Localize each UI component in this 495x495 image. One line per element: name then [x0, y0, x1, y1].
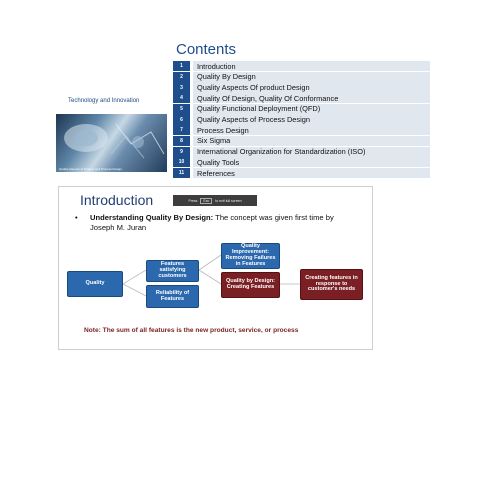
toc-number: 5 — [173, 104, 190, 114]
toc-item[interactable] — [173, 61, 430, 71]
toc-label: Quality Tools — [193, 157, 430, 167]
cover-graphic — [56, 114, 167, 172]
bullet-body-text: The concept was given first time by Joseph M. Juran — [90, 213, 334, 232]
connector-line — [199, 270, 221, 284]
toc-number: 11 — [173, 168, 190, 178]
creating-features-box: Creating features in response to customer's needs — [300, 269, 363, 300]
toc-label: Six Sigma — [193, 136, 430, 146]
banner-text-after: to exit full screen — [215, 198, 242, 203]
reliability-box: Reliability of Features — [146, 285, 199, 308]
toc-item[interactable] — [173, 168, 430, 178]
toc-label: References — [193, 168, 430, 178]
toc-item[interactable] — [173, 72, 430, 82]
cover-title: Technology and Innovation — [68, 98, 140, 104]
connector-line — [123, 270, 146, 284]
contents-slide — [56, 38, 430, 178]
toc-number: 9 — [173, 147, 190, 157]
cover-subtitle: Quality Aspects of Product and Process Design — [59, 167, 122, 171]
quality-improvement-box: Quality Improvement: Removing Failures in Features — [221, 243, 280, 269]
toc-label: Quality Of Design, Quality Of Conformance — [193, 93, 430, 103]
toc-number: 8 — [173, 136, 190, 146]
toc-item[interactable] — [173, 82, 430, 92]
introduction-slide — [58, 186, 373, 350]
toc-number: 4 — [173, 93, 190, 103]
bullet-icon: • — [75, 213, 78, 222]
esc-key: Esc — [200, 198, 212, 204]
quality-box: Quality — [67, 271, 123, 297]
connector-line — [123, 284, 146, 296]
toc-label: International Organization for Standardization (ISO) — [193, 147, 430, 157]
toc-item[interactable] — [173, 104, 430, 114]
toc-item[interactable] — [173, 114, 430, 124]
contents-title: Contents — [176, 41, 237, 58]
toc-item[interactable] — [173, 125, 430, 135]
note-text: Note: The sum of all features is the new product, service, or process — [84, 327, 299, 334]
quality-by-design-box: Quality by Design: Creating Features — [221, 272, 280, 298]
toc-label: Introduction — [193, 61, 430, 71]
toc-item[interactable] — [173, 136, 430, 146]
connector-line — [199, 255, 221, 270]
toc-item[interactable] — [173, 147, 430, 157]
toc-item[interactable] — [173, 157, 430, 167]
introduction-title: Introduction — [80, 192, 154, 208]
toc-label: Quality By Design — [193, 72, 430, 82]
toc-label: Quality Aspects of Process Design — [193, 114, 430, 124]
toc-number: 2 — [173, 72, 190, 82]
toc-number: 10 — [173, 157, 190, 167]
toc-number: 3 — [173, 82, 190, 92]
banner-text-before: Press — [188, 198, 198, 203]
toc-label: Quality Aspects Of product Design — [193, 82, 430, 92]
features-satisfying-box: Features satisfying customers — [146, 260, 199, 282]
toc-label: Quality Functional Deployment (QFD) — [193, 104, 430, 114]
cover-image — [56, 114, 167, 172]
toc-number: 7 — [173, 125, 190, 135]
toc-item[interactable] — [173, 93, 430, 103]
toc-label: Process Design — [193, 125, 430, 135]
contents-list — [173, 61, 430, 179]
toc-number: 6 — [173, 114, 190, 124]
bullet-bold-text: Understanding Quality By Design: — [90, 213, 214, 222]
cover-thumbnail — [56, 90, 167, 172]
toc-number: 1 — [173, 61, 190, 71]
